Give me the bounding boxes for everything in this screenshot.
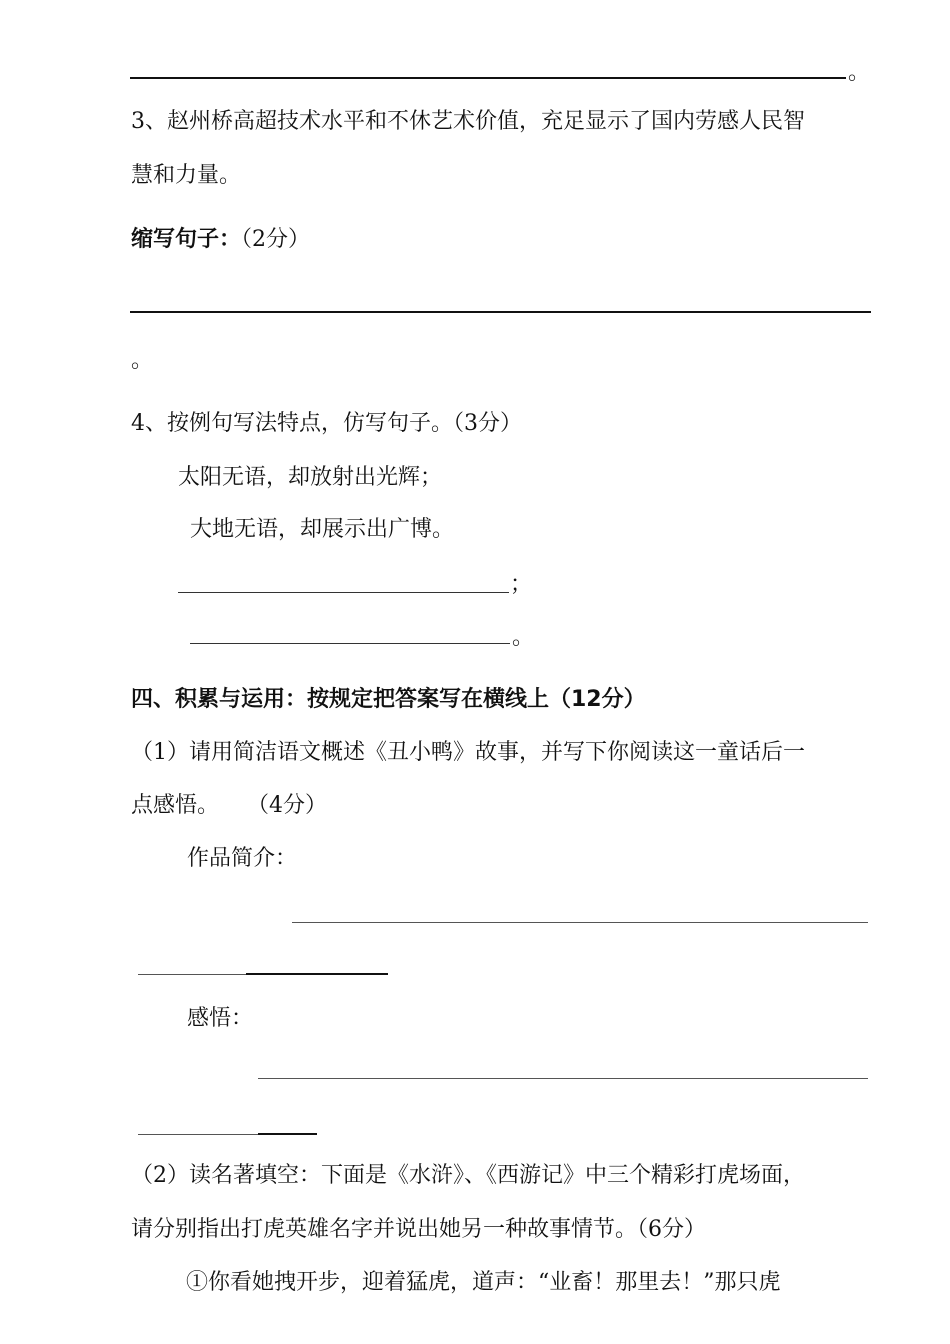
q4-answer-line1[interactable] bbox=[178, 592, 509, 593]
intro-label: 作品简介： bbox=[187, 846, 298, 871]
q4-answer-line2[interactable] bbox=[190, 643, 510, 644]
item2-line2: 请分别指出打虎英雄名字并说出她另一种故事情节。（6分） bbox=[131, 1217, 706, 1242]
q4-example2: 大地无语，却展示出广博。 bbox=[190, 517, 455, 542]
q3-line2: 慧和力量。 bbox=[131, 163, 242, 188]
semicolon-mark: ； bbox=[510, 572, 533, 597]
q3-score: （2分） bbox=[241, 227, 311, 252]
q3-line1: 3、赵州桥高超技术水平和不休艺术价值，充足显示了国内劳感人民智 bbox=[131, 109, 805, 134]
item2-paragraph1: ①你看她拽开步，迎着猛虎，道声：“业畜！那里去！”那只虎 bbox=[186, 1270, 781, 1295]
intro-answer-line2b[interactable] bbox=[246, 973, 388, 975]
intro-answer-line1[interactable] bbox=[292, 922, 868, 923]
q3-instruction bbox=[131, 229, 310, 251]
period-mark: 。 bbox=[848, 60, 871, 85]
q3-label: 缩写句子： bbox=[131, 227, 242, 252]
feeling-label: 感悟： bbox=[187, 1006, 254, 1031]
feeling-answer-line1[interactable] bbox=[258, 1078, 868, 1079]
item2-line1: （2）读名著填空：下面是《水浒》、《西游记》中三个精彩打虎场面， bbox=[131, 1163, 805, 1188]
period-mark: 。 bbox=[512, 625, 535, 650]
q4-example1: 太阳无语，却放射出光辉； bbox=[178, 465, 443, 490]
item1-line1: （1）请用简洁语文概述《丑小鸭》故事，并写下你阅读这一童话后一 bbox=[131, 740, 805, 765]
section4-heading: 四、积累与运用：按规定把答案写在横线上（12分） bbox=[131, 687, 646, 712]
feeling-answer-line2a[interactable] bbox=[138, 1134, 258, 1135]
feeling-answer-line2b[interactable] bbox=[258, 1133, 317, 1135]
intro-answer-line2a[interactable] bbox=[138, 974, 246, 975]
q3-answer-line[interactable] bbox=[130, 311, 871, 313]
answer-line-top[interactable] bbox=[130, 77, 846, 79]
period-mark: 。 bbox=[131, 348, 154, 373]
q4-prompt: 4、按例句写法特点，仿写句子。（3分） bbox=[131, 411, 522, 436]
item1-line2: 点感悟。 （4分） bbox=[131, 793, 327, 818]
